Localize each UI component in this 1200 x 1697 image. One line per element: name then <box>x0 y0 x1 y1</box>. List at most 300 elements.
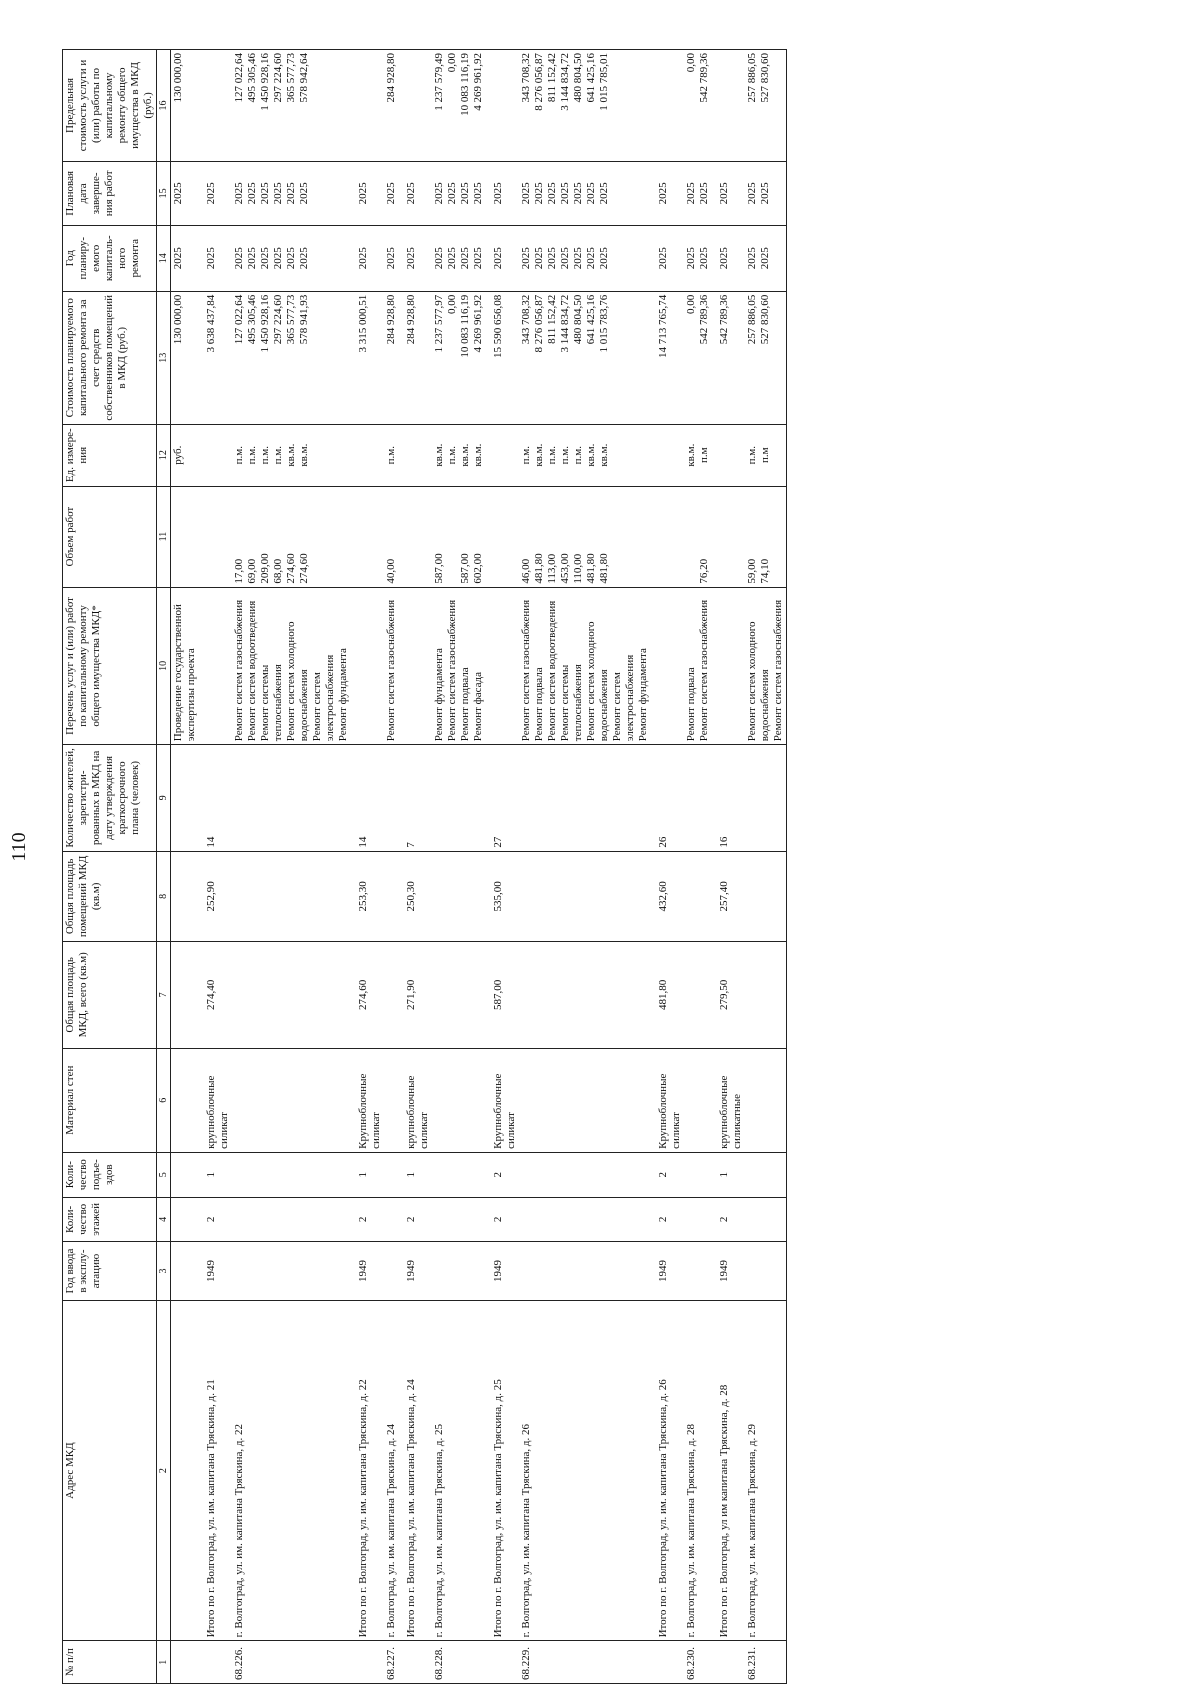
cell-limit <box>651 50 684 162</box>
cell-line: кв.м. <box>533 443 545 467</box>
cell-line: 1 015 783,76 <box>598 294 610 353</box>
cell-material: Крупноблочные силикат <box>486 1048 519 1152</box>
cell-cost <box>171 291 200 424</box>
cell-plan-year <box>432 225 486 291</box>
cell-entrances: 1 <box>199 1152 232 1197</box>
work-item <box>657 591 670 742</box>
table-row <box>745 50 787 1684</box>
cell-year <box>432 1242 486 1301</box>
cell-unit <box>432 424 486 486</box>
cell-area-total <box>384 942 399 1048</box>
cell-num: 68.230. <box>684 1641 712 1684</box>
column-header: Год планиру-емого капиталь-ного ремонта <box>63 225 157 291</box>
cell-line: 811 152,42 <box>546 294 558 344</box>
work-item: Ремонт систем холодного водоснабжения <box>746 621 771 742</box>
cell-floors: 2 <box>712 1197 745 1242</box>
cell-line: 2025 <box>285 182 297 205</box>
cell-line: 284 928,80 <box>405 294 417 345</box>
cell-num: 68.226. <box>232 1641 351 1684</box>
column-header: Год ввода в эксплу-атацию <box>63 1242 157 1301</box>
cell-line: 2025 <box>172 247 184 270</box>
cell-material <box>745 1048 787 1152</box>
cell-works <box>171 587 200 745</box>
column-number: 14 <box>157 225 171 291</box>
cell-area-rooms <box>171 851 200 941</box>
cell-line: 542 789,36 <box>698 53 710 103</box>
cell-line: 2025 <box>520 247 532 270</box>
column-header: № п/п <box>63 1641 157 1684</box>
cell-line: п.м. <box>446 445 458 465</box>
cell-entrances <box>519 1152 651 1197</box>
total-row <box>351 50 384 1684</box>
cell-line: 15 590 656,08 <box>492 294 504 358</box>
cell-address: г. Волгоград, ул. им. капитана Тряскина, д. 29 <box>745 1300 787 1641</box>
cell-line: 40,00 <box>385 558 397 584</box>
work-item: Ремонт систем водоотведения <box>246 600 258 742</box>
cell-volume <box>232 486 351 587</box>
cell-area-total: 271,90 <box>399 942 432 1048</box>
cell-volume <box>384 486 399 587</box>
cell-cost <box>745 291 787 424</box>
cell-material <box>432 1048 486 1152</box>
cell-line: 257 886,05 <box>746 53 758 103</box>
cell-line: 69,00 <box>246 558 258 584</box>
cell-area-total: 481,80 <box>651 942 684 1048</box>
cell-line: 14 713 765,74 <box>657 294 669 358</box>
column-header: Плановая дата заверше-ния работ <box>63 161 157 225</box>
work-item: Ремонт фундамента <box>337 648 349 742</box>
cell-line: 343 708,32 <box>520 53 532 103</box>
cell-line: 76,20 <box>698 558 710 584</box>
work-item <box>357 591 370 742</box>
cell-line: 365 577,73 <box>285 53 297 103</box>
cell-line: 284 928,80 <box>385 53 397 103</box>
cell-line: 2025 <box>520 182 532 205</box>
cell-works <box>712 587 745 745</box>
cell-line: 453,00 <box>559 553 571 584</box>
cell-line: 481,80 <box>598 553 610 584</box>
work-item: Ремонт системы теплоснабжения <box>259 664 284 742</box>
cell-line: 2025 <box>285 247 297 270</box>
column-header: Общая площадь помещений МКД (кв.м) <box>63 851 157 941</box>
cell-address: Итого по г. Волгоград, ул. им. капитана Тряскина, д. 22 <box>351 1300 384 1641</box>
cell-line: 1 237 579,49 <box>433 53 445 111</box>
cell-end-date <box>351 161 384 225</box>
capital-repair-table <box>62 49 787 1684</box>
cell-area-rooms <box>232 851 351 941</box>
cell-line: 2025 <box>272 182 284 205</box>
cell-line: п.м. <box>559 445 571 465</box>
cell-entrances: 1 <box>351 1152 384 1197</box>
cell-line: кв.м. <box>585 443 597 467</box>
cell-line: кв.м. <box>685 443 697 467</box>
cell-line: 257 886,05 <box>746 294 758 345</box>
cell-material <box>171 1048 200 1152</box>
cell-end-date <box>399 161 432 225</box>
cell-line: 542 789,36 <box>698 294 710 345</box>
cell-unit <box>712 424 745 486</box>
cell-floors <box>745 1197 787 1242</box>
cell-line: 2025 <box>459 182 471 205</box>
cell-line: п.м <box>759 447 771 463</box>
cell-works <box>232 587 351 745</box>
cell-area-rooms: 253,30 <box>351 851 384 941</box>
cell-line: 527 830,60 <box>759 294 771 345</box>
cell-cost <box>651 291 684 424</box>
cell-line: 2025 <box>759 247 771 270</box>
work-item: Ремонт систем газоснабжения <box>233 599 245 742</box>
cell-volume <box>684 486 712 587</box>
cell-line: 2025 <box>446 247 458 270</box>
cell-area-total <box>519 942 651 1048</box>
cell-floors: 2 <box>486 1197 519 1242</box>
work-item: Проведение государственной экспертизы проекта <box>172 604 197 742</box>
cell-line: п.м. <box>572 445 584 465</box>
cell-cost <box>384 291 399 424</box>
cell-year: 1949 <box>486 1242 519 1301</box>
cell-entrances: 1 <box>399 1152 432 1197</box>
cell-end-date <box>232 161 351 225</box>
cell-line: 209,00 <box>259 553 271 584</box>
cell-line <box>205 53 218 158</box>
cell-line: 2025 <box>233 182 245 205</box>
cell-residents: 27 <box>486 745 519 851</box>
cell-end-date <box>199 161 232 225</box>
cell-volume <box>486 486 519 587</box>
cell-material <box>384 1048 399 1152</box>
cell-num <box>399 1641 432 1684</box>
work-item: Ремонт систем электроснабжения <box>611 654 636 742</box>
cell-line: 2025 <box>759 182 771 205</box>
cell-plan-year <box>651 225 684 291</box>
cell-material: крупноблочные силикатные <box>712 1048 745 1152</box>
cell-plan-year <box>384 225 399 291</box>
cell-residents <box>432 745 486 851</box>
work-item: Ремонт фундамента <box>637 648 649 742</box>
cell-num: 68.231. <box>745 1641 787 1684</box>
cell-area-rooms <box>519 851 651 941</box>
cell-plan-year <box>399 225 432 291</box>
cell-limit <box>351 50 384 162</box>
cell-line: кв.м. <box>598 443 610 467</box>
cell-line: 578 941,93 <box>298 294 310 345</box>
cell-entrances <box>432 1152 486 1197</box>
cell-plan-year <box>199 225 232 291</box>
cell-entrances <box>384 1152 399 1197</box>
cell-num: 68.229. <box>519 1641 651 1684</box>
cell-works <box>399 587 432 745</box>
cell-cost <box>684 291 712 424</box>
cell-line: кв.м. <box>285 443 297 467</box>
cell-line: 2025 <box>559 182 571 205</box>
cell-line: 110,00 <box>572 553 584 584</box>
cell-num <box>351 1641 384 1684</box>
total-row <box>399 50 432 1684</box>
cell-line: 480 804,50 <box>572 294 584 345</box>
cell-unit <box>745 424 787 486</box>
cell-line: 2025 <box>472 247 484 270</box>
cell-line: 113,00 <box>546 553 558 584</box>
column-number: 9 <box>157 745 171 851</box>
work-item: Ремонт фундамента <box>433 648 445 742</box>
cell-limit <box>399 50 432 162</box>
cell-residents <box>232 745 351 851</box>
cell-line: 578 942,64 <box>298 53 310 103</box>
cell-residents <box>384 745 399 851</box>
table-row <box>171 50 200 1684</box>
table-body <box>171 50 787 1684</box>
cell-line <box>657 53 670 158</box>
cell-line: 481,80 <box>533 553 545 584</box>
column-number: 3 <box>157 1242 171 1301</box>
cell-line <box>718 490 731 584</box>
total-row <box>199 50 232 1684</box>
cell-year <box>384 1242 399 1301</box>
cell-line: 2025 <box>746 182 758 205</box>
cell-plan-year <box>486 225 519 291</box>
cell-volume <box>399 486 432 587</box>
cell-year <box>745 1242 787 1301</box>
cell-works <box>745 587 787 745</box>
cell-line: 4 269 961,92 <box>472 294 484 353</box>
cell-address <box>171 1300 200 1641</box>
cell-end-date <box>519 161 651 225</box>
cell-area-rooms: 432,60 <box>651 851 684 941</box>
cell-plan-year <box>171 225 200 291</box>
cell-line: 2025 <box>698 182 710 205</box>
cell-num <box>199 1641 232 1684</box>
cell-residents <box>745 745 787 851</box>
cell-year <box>519 1242 651 1301</box>
cell-line <box>405 428 418 483</box>
cell-residents <box>171 745 200 851</box>
cell-line: 2025 <box>685 182 697 205</box>
cell-entrances: 2 <box>486 1152 519 1197</box>
cell-end-date <box>432 161 486 225</box>
cell-end-date <box>651 161 684 225</box>
cell-line: 641 425,16 <box>585 53 597 103</box>
cell-year <box>171 1242 200 1301</box>
cell-line: п.м. <box>272 445 284 465</box>
cell-entrances: 2 <box>651 1152 684 1197</box>
cell-plan-year <box>745 225 787 291</box>
cell-material <box>232 1048 351 1152</box>
column-number: 4 <box>157 1197 171 1242</box>
cell-unit <box>171 424 200 486</box>
cell-line: 8 276 056,87 <box>533 53 545 111</box>
cell-line: п.м. <box>546 445 558 465</box>
cell-line: 59,00 <box>746 558 758 584</box>
cell-line: 3 638 437,84 <box>205 294 217 353</box>
cell-line: 1 015 785,01 <box>598 53 610 111</box>
cell-residents <box>519 745 651 851</box>
cell-line: 2025 <box>446 182 458 205</box>
column-number: 8 <box>157 851 171 941</box>
cell-residents: 26 <box>651 745 684 851</box>
cell-num: 68.227. <box>384 1641 399 1684</box>
cell-line <box>657 428 670 483</box>
cell-line <box>492 428 505 483</box>
cell-material: крупноблочные силикат <box>399 1048 432 1152</box>
cell-line: 2025 <box>559 247 571 270</box>
cell-limit <box>486 50 519 162</box>
cell-works <box>519 587 651 745</box>
cell-works <box>384 587 399 745</box>
cell-line: 0,00 <box>685 294 697 314</box>
cell-line: п.м. <box>385 445 397 465</box>
cell-cost <box>712 291 745 424</box>
cell-cost <box>351 291 384 424</box>
cell-line: кв.м. <box>433 443 445 467</box>
cell-line: 2025 <box>259 182 271 205</box>
cell-address: Итого по г. Волгоград, ул. им. капитана Тряскина, д. 25 <box>486 1300 519 1641</box>
cell-line: 2025 <box>205 182 217 205</box>
cell-line: 2025 <box>459 247 471 270</box>
cell-line: 587,00 <box>459 553 471 584</box>
cell-residents: 14 <box>199 745 232 851</box>
cell-line: 274,60 <box>285 553 297 584</box>
cell-line: п.м. <box>520 445 532 465</box>
cell-line: 2025 <box>298 182 310 205</box>
cell-unit <box>232 424 351 486</box>
cell-limit <box>171 50 200 162</box>
cell-line: п.м. <box>746 445 758 465</box>
cell-line: 2025 <box>472 182 484 205</box>
cell-end-date <box>684 161 712 225</box>
cell-floors <box>384 1197 399 1242</box>
cell-unit <box>684 424 712 486</box>
cell-residents: 7 <box>399 745 432 851</box>
work-item: Ремонт систем газоснабжения <box>772 599 784 742</box>
cell-area-rooms <box>745 851 787 941</box>
cell-line: 10 083 116,19 <box>459 53 471 116</box>
cell-line: 2025 <box>357 247 369 270</box>
cell-area-rooms: 250,30 <box>399 851 432 941</box>
cell-address: г. Волгоград, ул. им. капитана Тряскина, д. 25 <box>432 1300 486 1641</box>
cell-line <box>446 490 459 584</box>
cell-year: 1949 <box>399 1242 432 1301</box>
cell-floors <box>519 1197 651 1242</box>
cell-line <box>205 490 218 584</box>
cell-year: 1949 <box>712 1242 745 1301</box>
table-row <box>384 50 399 1684</box>
cell-entrances: 1 <box>712 1152 745 1197</box>
cell-area-rooms: 535,00 <box>486 851 519 941</box>
cell-line: 127 022,64 <box>233 53 245 103</box>
cell-works <box>651 587 684 745</box>
cell-num <box>171 1641 200 1684</box>
column-number: 11 <box>157 486 171 587</box>
cell-line <box>357 428 370 483</box>
cell-floors <box>432 1197 486 1242</box>
cell-line <box>357 53 370 158</box>
work-item: Ремонт подвала <box>685 667 697 742</box>
cell-num <box>712 1641 745 1684</box>
cell-line <box>718 53 731 158</box>
cell-works <box>351 587 384 745</box>
column-number: 15 <box>157 161 171 225</box>
cell-line: 527 830,60 <box>759 53 771 103</box>
cell-works <box>684 587 712 745</box>
cell-line <box>405 490 418 584</box>
cell-plan-year <box>519 225 651 291</box>
cell-material: крупноблочные силикат <box>199 1048 232 1152</box>
cell-area-rooms <box>684 851 712 941</box>
cell-line: 3 315 000,51 <box>357 294 369 353</box>
work-item: Ремонт систем газоснабжения <box>385 599 397 742</box>
cell-material <box>684 1048 712 1152</box>
cell-line: 17,00 <box>233 558 245 584</box>
cell-end-date <box>712 161 745 225</box>
cell-line: 0,00 <box>685 53 697 73</box>
cell-entrances <box>684 1152 712 1197</box>
work-item: Ремонт систем газоснабжения <box>698 599 710 742</box>
cell-limit <box>684 50 712 162</box>
cell-area-total: 279,50 <box>712 942 745 1048</box>
cell-line: 495 305,46 <box>246 53 258 103</box>
cell-line: 811 152,42 <box>546 53 558 103</box>
cell-area-total: 587,00 <box>486 942 519 1048</box>
cell-year <box>232 1242 351 1301</box>
cell-volume <box>651 486 684 587</box>
cell-line: 2025 <box>405 247 417 270</box>
cell-cost <box>519 291 651 424</box>
column-header: Объем работ <box>63 486 157 587</box>
cell-area-total <box>745 942 787 1048</box>
cell-unit <box>519 424 651 486</box>
cell-line <box>685 490 698 584</box>
cell-line: 480 804,50 <box>572 53 584 103</box>
cell-line: 3 144 834,72 <box>559 53 571 111</box>
cell-line: 542 789,36 <box>718 294 730 345</box>
cell-line: 2025 <box>246 247 258 270</box>
column-header: Адрес МКД <box>63 1300 157 1641</box>
cell-line: 74,10 <box>759 558 771 584</box>
cell-plan-year <box>232 225 351 291</box>
table-row <box>519 50 651 1684</box>
work-item: Ремонт системы теплоснабжения <box>559 664 584 742</box>
cell-works <box>486 587 519 745</box>
column-header: Коли-чество подъе-здов <box>63 1152 157 1197</box>
cell-unit <box>199 424 232 486</box>
column-number: 6 <box>157 1048 171 1152</box>
cell-line: 1 450 928,16 <box>259 294 271 353</box>
cell-area-total: 274,60 <box>351 942 384 1048</box>
cell-works <box>199 587 232 745</box>
cell-works <box>432 587 486 745</box>
cell-line: 2025 <box>492 182 504 205</box>
cell-area-rooms: 252,90 <box>199 851 232 941</box>
cell-volume <box>519 486 651 587</box>
cell-area-rooms: 257,40 <box>712 851 745 941</box>
cell-volume <box>171 486 200 587</box>
column-number: 10 <box>157 587 171 745</box>
cell-address: г. Волгоград, ул. им. капитана Тряскина, д. 24 <box>384 1300 399 1641</box>
cell-floors <box>684 1197 712 1242</box>
work-item: Ремонт систем холодного водоснабжения <box>585 621 610 742</box>
cell-line: 3 144 834,72 <box>559 294 571 353</box>
table-row <box>684 50 712 1684</box>
cell-floors: 2 <box>399 1197 432 1242</box>
cell-line: 297 224,60 <box>272 53 284 103</box>
cell-line: 602,00 <box>472 553 484 584</box>
cell-floors: 2 <box>651 1197 684 1242</box>
cell-line: 2025 <box>357 182 369 205</box>
cell-line: 130 000,00 <box>172 53 184 103</box>
cell-plan-year <box>684 225 712 291</box>
work-item: Ремонт систем холодного водоснабжения <box>285 621 310 742</box>
cell-end-date <box>486 161 519 225</box>
